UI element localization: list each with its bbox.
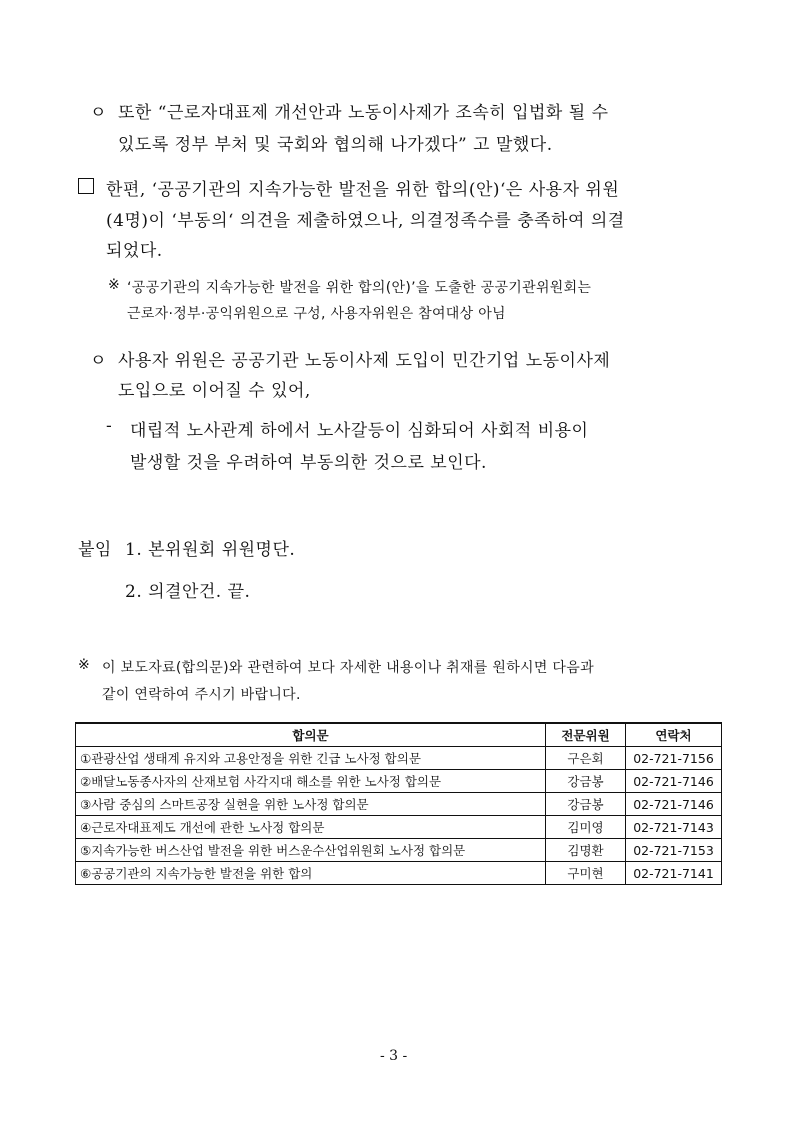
- expert-cell: 강금봉: [546, 793, 626, 816]
- agreement-cell: ⑤지속가능한 버스산업 발전을 위한 버스운수산업위원회 노사정 합의문: [76, 839, 546, 862]
- phone-cell: 02-721-7146: [626, 793, 722, 816]
- paragraph-line: 대립적 노사관계 하에서 노사갈등이 심화되어 사회적 비용이: [130, 421, 589, 441]
- bullet-circle: ㅇ: [90, 103, 107, 123]
- expert-cell: 구미현: [546, 862, 626, 885]
- agreement-cell: ④근로자대표제도 개선에 관한 노사정 합의문: [76, 816, 546, 839]
- note-line: 이 보도자료(합의문)와 관련하여 보다 자세한 내용이나 취재를 원하시면 다음과: [102, 660, 594, 676]
- table-row: [76, 862, 722, 885]
- paragraph-line: (4명)이 ‘부동의‘ 의견을 제출하였으나, 의결정족수를 충족하여 의결: [106, 211, 625, 231]
- expert-cell: 강금봉: [546, 770, 626, 793]
- checkbox-square-icon: [78, 178, 94, 194]
- table-row: [76, 839, 722, 862]
- paragraph-line: 있도록 정부 부처 및 국회와 협의해 나가겠다” 고 말했다.: [118, 135, 553, 155]
- expert-cell: 김명환: [546, 839, 626, 862]
- contacts-table: [75, 722, 722, 885]
- header-agreement: 합의문: [76, 723, 546, 747]
- phone-cell: 02-721-7143: [626, 816, 722, 839]
- table-row: [76, 816, 722, 839]
- paragraph-line: 또한 “근로자대표제 개선안과 노동이사제가 조속히 입법화 될 수: [118, 103, 609, 123]
- note-mark: ※: [78, 657, 91, 673]
- table-row: [76, 770, 722, 793]
- table-row: [76, 793, 722, 816]
- expert-cell: 김미영: [546, 816, 626, 839]
- paragraph-line: 한편, ‘공공기관의 지속가능한 발전을 위한 합의(안)‘은 사용자 위원: [106, 180, 620, 200]
- page-number: - 3 -: [380, 1048, 408, 1064]
- phone-cell: 02-721-7156: [626, 747, 722, 770]
- note-line: 근로자·정부·공익위원으로 구성, 사용자위원은 참여대상 아님: [127, 306, 506, 322]
- agreement-cell: ⑥공공기관의 지속가능한 발전을 위한 합의: [76, 862, 546, 885]
- note-mark: ※: [108, 277, 121, 293]
- paragraph-line: 사용자 위원은 공공기관 노동이사제 도입이 민간기업 노동이사제: [118, 351, 611, 371]
- table-row: [76, 747, 722, 770]
- attachment-item: 1. 본위원회 위원명단.: [125, 540, 296, 560]
- agreement-cell: ②배달노동종사자의 산재보험 사각지대 해소를 위한 노사정 합의문: [76, 770, 546, 793]
- paragraph-line: 발생할 것을 우려하여 부동의한 것으로 보인다.: [130, 453, 487, 473]
- expert-cell: 구은회: [546, 747, 626, 770]
- bullet-circle: ㅇ: [90, 351, 107, 371]
- agreement-cell: ①관광산업 생태계 유지와 고용안정을 위한 긴급 노사정 합의문: [76, 747, 546, 770]
- note-line: ‘공공기관의 지속가능한 발전을 위한 합의(안)’을 도출한 공공기관위원회는: [127, 280, 592, 296]
- paragraph-line: 되었다.: [106, 241, 163, 261]
- attachment-item: 2. 의결안건. 끝.: [125, 582, 251, 602]
- header-expert: 전문위원: [546, 723, 626, 747]
- attachments-label: 붙임: [78, 540, 112, 560]
- phone-cell: 02-721-7141: [626, 862, 722, 885]
- note-line: 같이 연락하여 주시기 바랍니다.: [102, 687, 301, 703]
- phone-cell: 02-721-7153: [626, 839, 722, 862]
- phone-cell: 02-721-7146: [626, 770, 722, 793]
- agreement-cell: ③사람 중심의 스마트공장 실현을 위한 노사정 합의문: [76, 793, 546, 816]
- table-header-row: [76, 723, 722, 747]
- paragraph-line: 도입으로 이어질 수 있어,: [118, 381, 311, 401]
- header-contact: 연락처: [626, 723, 722, 747]
- dash-bullet: -: [106, 416, 113, 436]
